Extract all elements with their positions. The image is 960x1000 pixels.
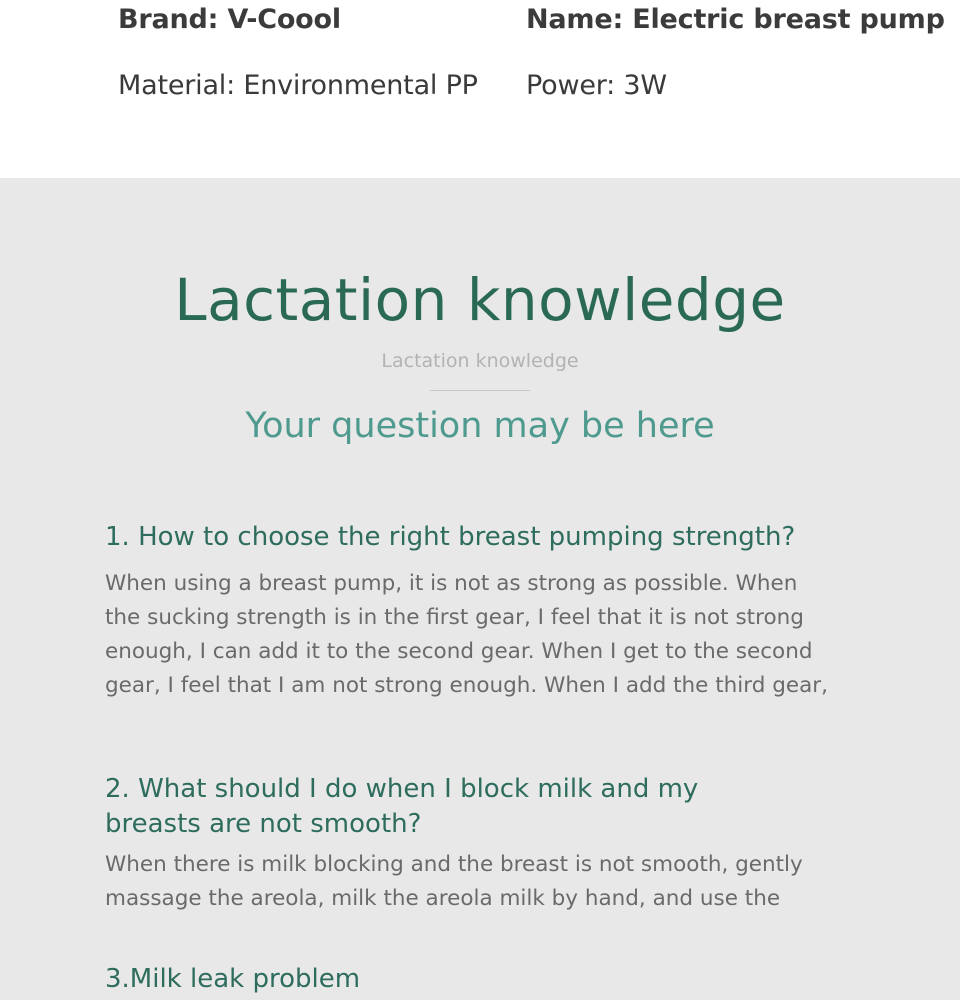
answer-line: When there is milk blocking and the breast is not smooth, gently (105, 852, 803, 877)
section-title: Lactation knowledge (174, 266, 786, 334)
question-1-title: 1. How to choose the right breast pumping strength? (105, 522, 796, 552)
answer-line: the sucking strength is in the first gear, I feel that it is not strong (105, 605, 804, 630)
question-2-title (105, 772, 865, 842)
product-specs (0, 0, 960, 178)
lactation-knowledge-section (0, 178, 960, 1000)
question-3-title: 3.Milk leak problem (105, 964, 361, 994)
section-subtitle: Lactation knowledge (381, 350, 579, 372)
question-2-answer (105, 848, 875, 916)
answer-line: massage the areola, milk the areola milk by hand, and use the (105, 886, 781, 911)
question-1-answer (105, 567, 875, 703)
spec-power: Power: 3W (526, 70, 667, 101)
answer-line: enough, I can add it to the second gear. When I get to the second (105, 639, 813, 664)
answer-line: When using a breast pump, it is not as strong as possible. When (105, 571, 798, 596)
spec-material: Material: Environmental PP (118, 70, 478, 101)
spec-name: Name: Electric breast pump (526, 4, 945, 35)
answer-line: gear, I feel that I am not strong enough. When I add the third gear, (105, 673, 828, 698)
spec-brand: Brand: V-Coool (118, 4, 341, 35)
section-tagline: Your question may be here (245, 406, 715, 446)
question-title-line: 2. What should I do when I block milk and my (105, 774, 699, 804)
question-title-line: breasts are not smooth? (105, 809, 422, 839)
title-divider (430, 390, 530, 391)
